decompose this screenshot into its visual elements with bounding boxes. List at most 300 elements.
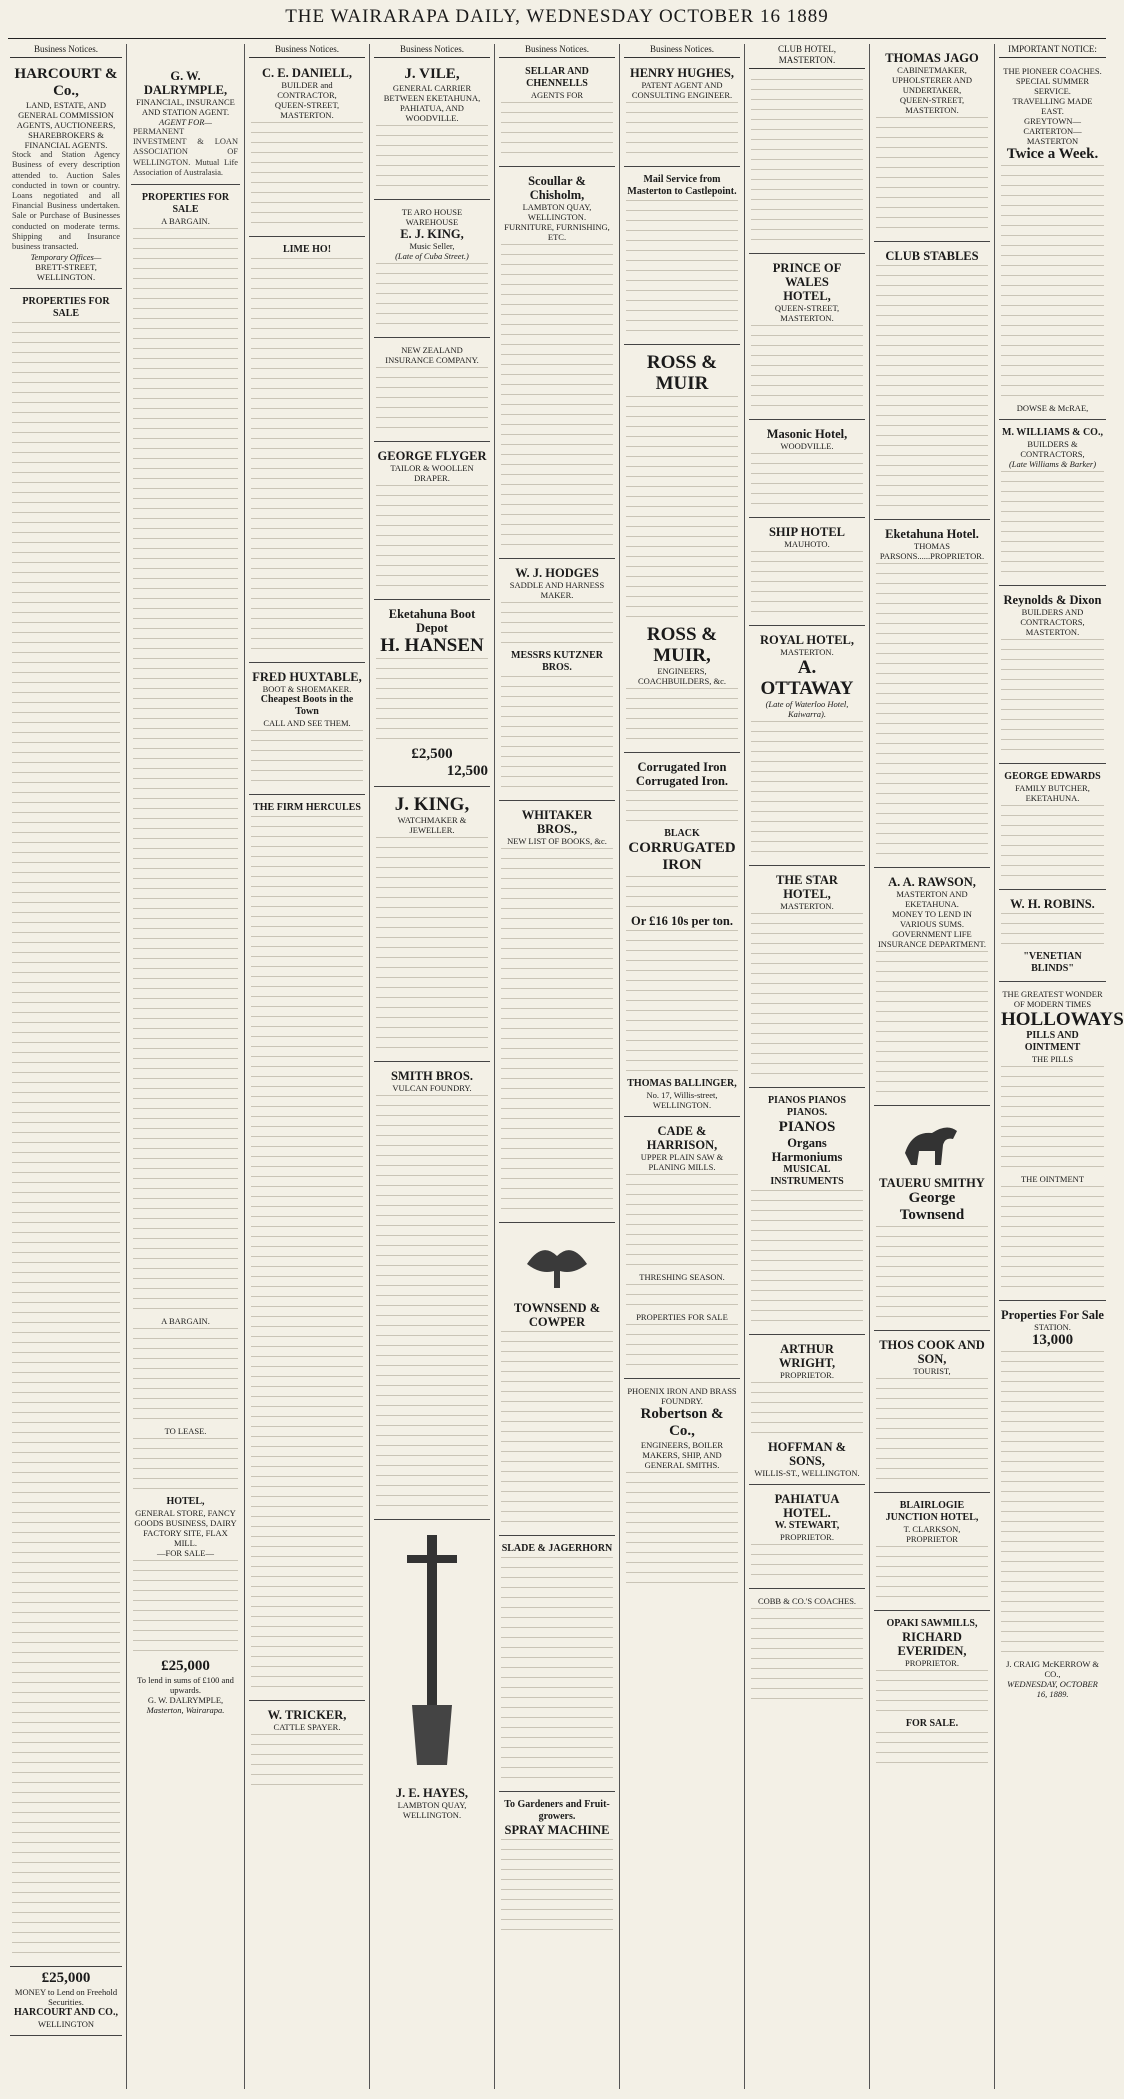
bargain-heading: A BARGAIN.	[161, 216, 210, 227]
eketahuna-prop: THOMAS PARSONS......PROPRIETOR.	[879, 541, 985, 561]
ship-name: SHIP HOTEL	[768, 525, 846, 540]
king-role: Music Seller,	[409, 241, 455, 252]
spray-body	[501, 1837, 613, 1937]
vile-name: J. VILE,	[404, 66, 460, 83]
column-8	[874, 44, 990, 2089]
ottaway-name: A. OTTAWAY	[760, 657, 854, 700]
hughes-role: PATENT AGENT AND CONSULTING ENGINEER.	[631, 80, 733, 101]
ad-hughes	[624, 63, 740, 167]
cook-body	[876, 1376, 988, 1486]
twice-heading: Twice a Week.	[1006, 146, 1099, 163]
harcourt-body: Stock and Station Agency Business of every description attended to. Auction Sales conducted in town or country. Loans negotiated and all Financial Business undertaken. Sale or Purchase of Businesses conducted on moderate terms. Shipping and Insurance business transacted.	[12, 150, 120, 252]
robins-body	[1001, 911, 1104, 951]
ad-reynolds	[999, 590, 1106, 764]
cade-name: CADE & HARRISON,	[646, 1124, 718, 1153]
properties-body	[626, 1322, 738, 1372]
star-place: MASTERTON.	[780, 901, 834, 912]
kutzner-name: MESSRS KUTZNER BROS.	[511, 650, 603, 674]
hoffman-name: HOFFMAN & SONS,	[767, 1440, 847, 1469]
ad-sellar	[499, 63, 615, 167]
spray-heading: SPRAY MACHINE	[504, 1823, 610, 1838]
cade-role: UPPER PLAIN SAW & PLANING MILLS.	[640, 1152, 724, 1173]
pioneer-heading: THE PIONEER COACHES.	[1003, 66, 1102, 77]
ad-nz-insurance	[374, 342, 490, 442]
column-6	[624, 44, 740, 2089]
sellar-name: SELLAR AND CHENNELLS	[525, 66, 589, 90]
cade-body	[626, 1172, 738, 1272]
arthur-name: ARTHUR WRIGHT,	[778, 1342, 836, 1371]
ad-royal	[749, 630, 865, 866]
ad-ross-muir	[624, 349, 740, 753]
prince-body	[751, 323, 863, 413]
hotel-heading: HOTEL,	[166, 1496, 205, 1508]
ad-lime	[249, 241, 365, 663]
ad-vile	[374, 63, 490, 200]
properties-listing	[133, 226, 238, 1316]
vile-role: GENERAL CARRIER BETWEEN EKETAHUNA, PAHIATUA, AND WOODVILLE.	[383, 83, 481, 124]
hayes-place: LAMBTON QUAY, WELLINGTON.	[397, 1800, 467, 1821]
ad-townsend-cowper	[499, 1227, 615, 1536]
temp-office-addr: BRETT-STREET, WELLINGTON.	[35, 262, 97, 283]
ad-cook	[874, 1335, 990, 1493]
daniell-role: BUILDER and CONTRACTOR,	[277, 80, 337, 101]
ad-daniell	[249, 63, 365, 237]
ad-hayes	[374, 1524, 490, 1826]
scoullar-addr: LAMBTON QUAY, WELLINGTON.	[522, 202, 592, 223]
venetian-heading: "VENETIAN BLINDS"	[1023, 951, 1082, 975]
edwards-role: FAMILY BUTCHER, EKETAHUNA.	[1015, 783, 1090, 804]
townsend-name: George Townsend	[899, 1190, 965, 1224]
edwards-body	[1001, 803, 1104, 883]
ad-tauru	[874, 1110, 990, 1331]
temp-office: Temporary Offices—	[30, 252, 102, 263]
gov-heading: GOVERNMENT LIFE INSURANCE DEPARTMENT.	[877, 929, 987, 949]
section-label: Business Notices.	[624, 44, 740, 58]
section-label: Business Notices.	[10, 44, 122, 58]
vile-body	[376, 123, 488, 193]
dowse-sig: DOWSE & McRAE,	[1016, 403, 1089, 414]
ad-cobb	[749, 1593, 865, 1712]
agent-list: PERMANENT INVESTMENT & LOAN ASSOCIATION OF WELLINGTON. Mutual Life Association of Australasia.	[133, 127, 238, 177]
cobb-body	[751, 1606, 863, 1706]
ad-eket-boot	[374, 604, 490, 787]
reynolds-role: BUILDERS AND CONTRACTORS,	[1020, 607, 1085, 628]
townsend-cowper-body	[501, 1329, 613, 1529]
masthead-rule	[8, 38, 1106, 39]
scoullar-name: Scoullar & Chisholm,	[528, 174, 586, 203]
bargain-heading-2: A BARGAIN.	[161, 1316, 210, 1327]
organs-heading: Organs Harmoniums	[771, 1136, 843, 1165]
jago-name: THOMAS JAGO	[885, 51, 979, 65]
ballinger-addr: No. 17, Willis-street, WELLINGTON.	[646, 1090, 718, 1111]
sellar-body	[501, 100, 613, 160]
threshing-heading: THRESHING SEASON.	[639, 1272, 725, 1283]
column-1	[10, 44, 122, 2089]
king-sub: (Late of Cuba Street.)	[395, 251, 469, 262]
masonic-place: WOODVILLE.	[780, 441, 834, 452]
hodges-role: SADDLE AND HARNESS MAKER.	[509, 580, 605, 601]
richard-role: PROPRIETOR.	[905, 1658, 959, 1669]
star-name: THE STAR HOTEL,	[776, 873, 838, 902]
jago-role: CABINETMAKER, UPHOLSTERER AND UNDERTAKER,	[891, 65, 973, 95]
pills-sub: THE PILLS	[1031, 1054, 1074, 1065]
ad-opaki	[874, 1615, 990, 1776]
pills-body	[1001, 1064, 1104, 1174]
hansen-name: H. HANSEN	[380, 635, 484, 657]
route-heading: GREYTOWN—CARTERTON—MASTERTON	[1023, 116, 1082, 147]
properties-heading: PROPERTIES FOR SALE	[141, 192, 230, 216]
column-rule	[869, 44, 870, 2089]
masthead-title: THE WAIRARAPA DAILY, WEDNESDAY OCTOBER 16 1889	[285, 6, 829, 27]
section-label: Business Notices.	[499, 44, 615, 58]
slade-body	[501, 1555, 613, 1785]
te-aro-heading: TE ARO HOUSE WAREHOUSE	[401, 207, 463, 228]
blair-prop: T. CLARKSON,	[903, 1524, 961, 1535]
ad-eketahuna-hotel	[874, 524, 990, 868]
price-table	[626, 874, 738, 914]
properties-heading: PROPERTIES FOR SALE	[22, 296, 110, 320]
jago-addr: QUEEN-STREET, MASTERTON.	[899, 95, 965, 115]
arthur-role: PROPRIETOR.	[780, 1370, 834, 1381]
saddle-illustration	[522, 1236, 592, 1292]
column-3	[249, 44, 365, 2089]
ross-muir-body-2	[626, 686, 738, 746]
for-sale-body	[876, 1730, 988, 1770]
furniture-heading: FURNITURE, FURNISHING, ETC.	[504, 222, 610, 243]
column-4	[374, 44, 490, 2089]
hughes-name: HENRY HUGHES,	[630, 66, 734, 81]
properties-listing	[12, 320, 120, 1960]
flyger-name: GEORGE FLYGER	[377, 449, 487, 464]
flyger-body	[376, 483, 488, 593]
williams-body	[1001, 469, 1104, 579]
ottaway-sub: (Late of Waterloo Hotel, Kaiwarra).	[765, 699, 849, 720]
williams-name: M. WILLIAMS & CO.,	[1002, 427, 1103, 439]
ad-robertson	[624, 1383, 740, 1596]
whitaker-sub: NEW LIST OF BOOKS, &c.	[507, 836, 607, 847]
loan-name: HARCOURT AND CO.,	[14, 2007, 118, 2019]
daniell-name: C. E. DANIELL,	[262, 66, 352, 81]
harcourt-sub: LAND, ESTATE, AND GENERAL COMMISSION AGENTS, AUCTIONEERS, SHAREBROKERS & FINANCIAL AGENTS.	[16, 100, 116, 151]
ross-muir-name: ROSS & MUIR	[646, 352, 718, 395]
ad-dalrymple-properties	[131, 189, 240, 1721]
spade-illustration	[397, 1535, 467, 1775]
ad-hodges	[499, 563, 615, 801]
mail-heading: Mail Service from Masterton to Castlepoint.	[627, 174, 737, 198]
ad-corrugated	[624, 757, 740, 1117]
eketahuna-name: Eketahuna Hotel.	[885, 527, 979, 541]
loan-line: MONEY to Lend on Freehold Securities.	[14, 1987, 118, 2008]
hoffman-place: WILLIS-ST., WELLINGTON.	[754, 1468, 860, 1479]
ad-club-hotel	[749, 74, 865, 254]
robertson-body	[626, 1470, 738, 1590]
edwards-name: GEORGE EDWARDS	[1004, 771, 1101, 783]
ad-harcourt-loan	[10, 1966, 122, 2036]
dalrymple-place: Masterton, Wairarapa.	[146, 1705, 225, 1716]
ad-pianos	[749, 1092, 865, 1335]
jking-role: WATCHMAKER & JEWELLER.	[397, 815, 467, 836]
ottaway-body	[751, 719, 863, 859]
black-label: BLACK	[664, 828, 700, 840]
for-sale-heading: —FOR SALE—	[157, 1548, 214, 1559]
ad-robins	[999, 894, 1106, 982]
tauru-heading: TAUERU SMITHY	[879, 1176, 985, 1191]
nz-insurance-body	[376, 365, 488, 435]
stewart-name: W. STEWART,	[774, 1520, 840, 1532]
hayes-name: J. E. HAYES,	[395, 1786, 469, 1801]
ad-masonic	[749, 424, 865, 518]
pills-heading: PILLS AND OINTMENT	[1024, 1030, 1081, 1054]
prince-hotel: HOTEL,	[783, 289, 831, 304]
blair-role: PROPRIETOR	[906, 1534, 958, 1545]
ad-tricker	[249, 1705, 365, 1798]
ointment-heading: THE OINTMENT	[1020, 1174, 1085, 1185]
musical-heading: MUSICAL INSTRUMENTS	[770, 1164, 844, 1188]
holloways-heading: HOLLOWAYS	[1001, 1009, 1124, 1031]
ointment-body	[1001, 1184, 1104, 1294]
for-sale-listing	[133, 1558, 238, 1658]
cook-name: THOS COOK AND SON,	[879, 1338, 985, 1367]
ad-properties	[999, 1305, 1106, 1705]
corrugated-body	[626, 788, 738, 828]
opaki-body	[876, 1668, 988, 1718]
ad-pioneer	[999, 63, 1106, 420]
nz-insurance-heading: NEW ZEALAND INSURANCE COMPANY.	[385, 345, 479, 366]
ad-rawson	[874, 872, 990, 1106]
rawson-place: MASTERTON AND EKETAHUNA.	[896, 889, 968, 909]
robins-name: W. H. ROBINS.	[1010, 897, 1095, 912]
ad-ship	[749, 522, 865, 626]
rawson-body	[876, 949, 988, 1099]
huxtable-body	[251, 728, 363, 788]
hotel-sub: GENERAL STORE, FANCY GOODS BUSINESS, DAIRY FACTORY SITE, FLAX MILL.	[134, 1508, 237, 1549]
harcourt-name: HARCOURT & Co.,	[14, 66, 118, 100]
ad-huxtable	[249, 667, 365, 795]
lime-heading: LIME HO!	[282, 244, 332, 256]
properties-body	[1001, 1349, 1104, 1659]
daniell-addr: QUEEN-STREET, MASTERTON.	[274, 100, 340, 121]
prop-sale-heading: Properties For Sale	[1001, 1308, 1104, 1323]
smith-role: VULCAN FOUNDRY.	[392, 1083, 472, 1094]
opaki-name: OPAKI SAWMILLS,	[886, 1618, 978, 1630]
agent-for: AGENT FOR—	[159, 117, 212, 127]
to-lease-heading: TO LEASE.	[164, 1426, 207, 1437]
masthead	[0, 0, 1114, 34]
kutzner-body	[501, 674, 613, 794]
richard-name: RICHARD EVERIDEN,	[897, 1630, 967, 1659]
column-rule	[994, 44, 995, 2089]
column-rule	[744, 44, 745, 2089]
robertson-name: Robertson & Co.,	[640, 1406, 724, 1440]
pianos-heading-2: PIANOS	[778, 1119, 836, 1136]
hansen-body	[376, 656, 488, 746]
important-notice: IMPORTANT NOTICE:	[999, 44, 1106, 58]
threshing-body	[626, 1282, 738, 1312]
ad-te-aro	[374, 204, 490, 338]
royal-place: MASTERTON.	[780, 647, 834, 658]
smith-body	[376, 1093, 488, 1513]
ad-cade	[624, 1121, 740, 1379]
ad-firm-hercules	[249, 799, 365, 1701]
column-rule	[619, 44, 620, 2089]
arthur-body	[751, 1380, 863, 1440]
rawson-name: A. A. RAWSON,	[888, 875, 976, 889]
loan-amount: £25,000	[41, 1970, 91, 1987]
club-hotel-head: CLUB HOTEL, MASTERTON.	[749, 44, 865, 69]
mail-body	[626, 198, 738, 338]
gardeners-heading: To Gardeners and Fruit-growers.	[504, 1799, 610, 1823]
hercules-heading: THE FIRM HERCULES	[253, 802, 361, 814]
ross-muir-body	[626, 394, 738, 624]
section-label: Business Notices.	[374, 44, 490, 58]
jago-body	[876, 115, 988, 235]
reynolds-place: MASTERTON.	[1025, 627, 1080, 638]
ship-place: MAUHOTO.	[784, 539, 830, 550]
station-heading: STATION.	[1034, 1322, 1071, 1333]
whitaker-name: WHITAKER BROS.,	[521, 808, 593, 837]
price-line: Or £16 10s per ton.	[631, 914, 733, 929]
money-heading: MONEY TO LEND IN VARIOUS SUMS.	[892, 909, 972, 929]
club-hotel-body	[751, 77, 863, 247]
blair-body	[876, 1544, 988, 1604]
scoullar-body	[501, 242, 613, 552]
ad-club-stables	[874, 246, 990, 520]
hughes-body	[626, 100, 738, 160]
pianos-heading: PIANOS PIANOS PIANOS.	[767, 1095, 847, 1119]
stewart-role: PROPRIETOR.	[780, 1532, 834, 1543]
blair-name: BLAIRLOGIE JUNCTION HOTEL,	[885, 1500, 979, 1524]
special-heading: SPECIAL SUMMER SERVICE.	[1015, 76, 1090, 97]
ad-scoullar	[499, 171, 615, 559]
flyger-role: TAILOR & WOOLLEN DRAPER.	[390, 463, 474, 484]
king-body	[376, 261, 488, 331]
ad-harcourt	[10, 63, 122, 289]
lend-amount: £25,000	[161, 1658, 210, 1675]
masonic-body	[751, 451, 863, 511]
ship-body	[751, 549, 863, 619]
eket-boot-heading: Eketahuna Boot Depot	[388, 607, 476, 636]
robertson-role: ENGINEERS, BOILER MAKERS, SHIP, AND GENERAL SMITHS.	[640, 1440, 724, 1471]
section-label: Business Notices.	[249, 44, 365, 58]
dalrymple-sig: G. W. DALRYMPLE,	[147, 1695, 224, 1706]
huxtable-role: BOOT & SHOEMAKER.	[262, 684, 352, 695]
ross-muir-name-2: ROSS & MUIR,	[646, 624, 718, 667]
ad-smith-bros	[374, 1066, 490, 1520]
prince-addr: QUEEN-STREET, MASTERTON.	[774, 303, 840, 324]
dalrymple-role: FINANCIAL, INSURANCE AND STATION AGENT.	[136, 97, 235, 117]
cobb-heading: COBB & CO.'S COACHES.	[757, 1596, 857, 1607]
ad-holloways	[999, 986, 1124, 1301]
ad-dalrymple	[131, 66, 240, 185]
reynolds-name: Reynolds & Dixon	[1003, 593, 1102, 608]
williams-sub: (Late Williams & Barker)	[1008, 459, 1097, 470]
star-body	[751, 911, 863, 1081]
column-rule	[494, 44, 495, 2089]
prince-name: PRINCE OF WALES	[772, 261, 842, 290]
jking-name: J. KING,	[394, 794, 470, 816]
column-7	[749, 44, 865, 2089]
ad-flyger	[374, 446, 490, 600]
corrugated-details	[626, 928, 738, 1078]
hansen-amount: £2,500	[411, 746, 453, 763]
travelling-heading: TRAVELLING MADE EAST.	[1012, 96, 1093, 117]
phoenix-heading: PHOENIX IRON AND BRASS FOUNDRY.	[627, 1386, 737, 1407]
hodges-name: W. J. HODGES	[515, 566, 599, 581]
ad-harcourt-properties	[10, 293, 122, 1962]
tricker-name: W. TRICKER,	[267, 1708, 347, 1723]
tricker-body	[251, 1732, 363, 1792]
club-stables-heading: CLUB STABLES	[885, 249, 979, 263]
pianos-body	[751, 1188, 863, 1328]
ad-prince	[749, 258, 865, 420]
bargain-listing	[133, 1326, 238, 1426]
loan-addr: WELLINGTON	[37, 2019, 95, 2030]
ad-slade	[499, 1540, 615, 1792]
pahiatua-name: PAHIATUA HOTEL.	[774, 1492, 840, 1521]
ad-whitaker	[499, 805, 615, 1223]
column-rule	[244, 44, 245, 2089]
whitaker-body	[501, 846, 613, 1216]
ad-blairlogie	[874, 1497, 990, 1611]
cook-role: TOURIST,	[913, 1366, 951, 1377]
smith-name: SMITH BROS.	[391, 1069, 473, 1084]
pahiatua-body	[751, 1542, 863, 1582]
williams-role: BUILDERS & CONTRACTORS,	[1020, 439, 1085, 460]
eketahuna-body	[876, 561, 988, 861]
ad-spray	[499, 1796, 615, 1943]
jking-body	[376, 835, 488, 1055]
ballinger-name: THOMAS BALLINGER,	[627, 1078, 737, 1090]
cheapest-boots: Cheapest Boots in the Town	[260, 694, 354, 718]
royal-name: ROYAL HOTEL,	[759, 633, 854, 648]
king-name: E. J. KING,	[400, 227, 464, 242]
properties-heading: PROPERTIES FOR SALE	[636, 1312, 728, 1323]
lend-line: To lend in sums of £100 and upwards.	[137, 1675, 234, 1696]
column-rule	[369, 44, 370, 2089]
column-9	[999, 44, 1124, 2089]
daniell-body	[251, 120, 363, 230]
column-5	[499, 44, 615, 2089]
dalrymple-name: G. W. DALRYMPLE,	[143, 69, 228, 97]
acres-figure: 13,000	[1031, 1332, 1074, 1349]
masonic-name: Masonic Hotel,	[766, 427, 848, 442]
tricker-role: CATTLE SPAYER.	[273, 1722, 341, 1733]
tauru-body	[876, 1224, 988, 1324]
ad-star	[749, 870, 865, 1088]
lime-body	[251, 256, 363, 656]
agents-for: AGENTS FOR	[530, 90, 584, 101]
ad-arthur-wright	[749, 1339, 865, 1485]
slade-name: SLADE & JAGERHORN	[501, 1543, 613, 1555]
pioneer-body	[1001, 163, 1104, 403]
hodges-body	[501, 600, 613, 650]
ad-pahiatua	[749, 1489, 865, 1589]
corrugated-heading: Corrugated Iron Corrugated Iron.	[635, 760, 729, 789]
column-rule	[126, 44, 127, 2089]
ad-williams	[999, 424, 1106, 586]
corrugated-iron: CORRUGATED IRON	[628, 840, 736, 874]
club-stables-body	[876, 263, 988, 513]
bottom-date: WEDNESDAY, OCTOBER 16, 1889.	[1007, 1679, 1098, 1700]
mckerrow-sig: J. CRAIG McKERROW & CO.,	[1006, 1659, 1099, 1680]
ad-edwards	[999, 768, 1106, 890]
hansen-amount-2: 12,500	[446, 763, 488, 780]
huxtable-name: FRED HUXTABLE,	[252, 670, 362, 685]
ross-muir-sub: ENGINEERS, COACHBUILDERS, &c.	[637, 666, 727, 687]
wonder-heading: THE GREATEST WONDER OF MODERN TIMES	[1002, 989, 1103, 1010]
hercules-body	[251, 814, 363, 1694]
reynolds-body	[1001, 637, 1104, 757]
